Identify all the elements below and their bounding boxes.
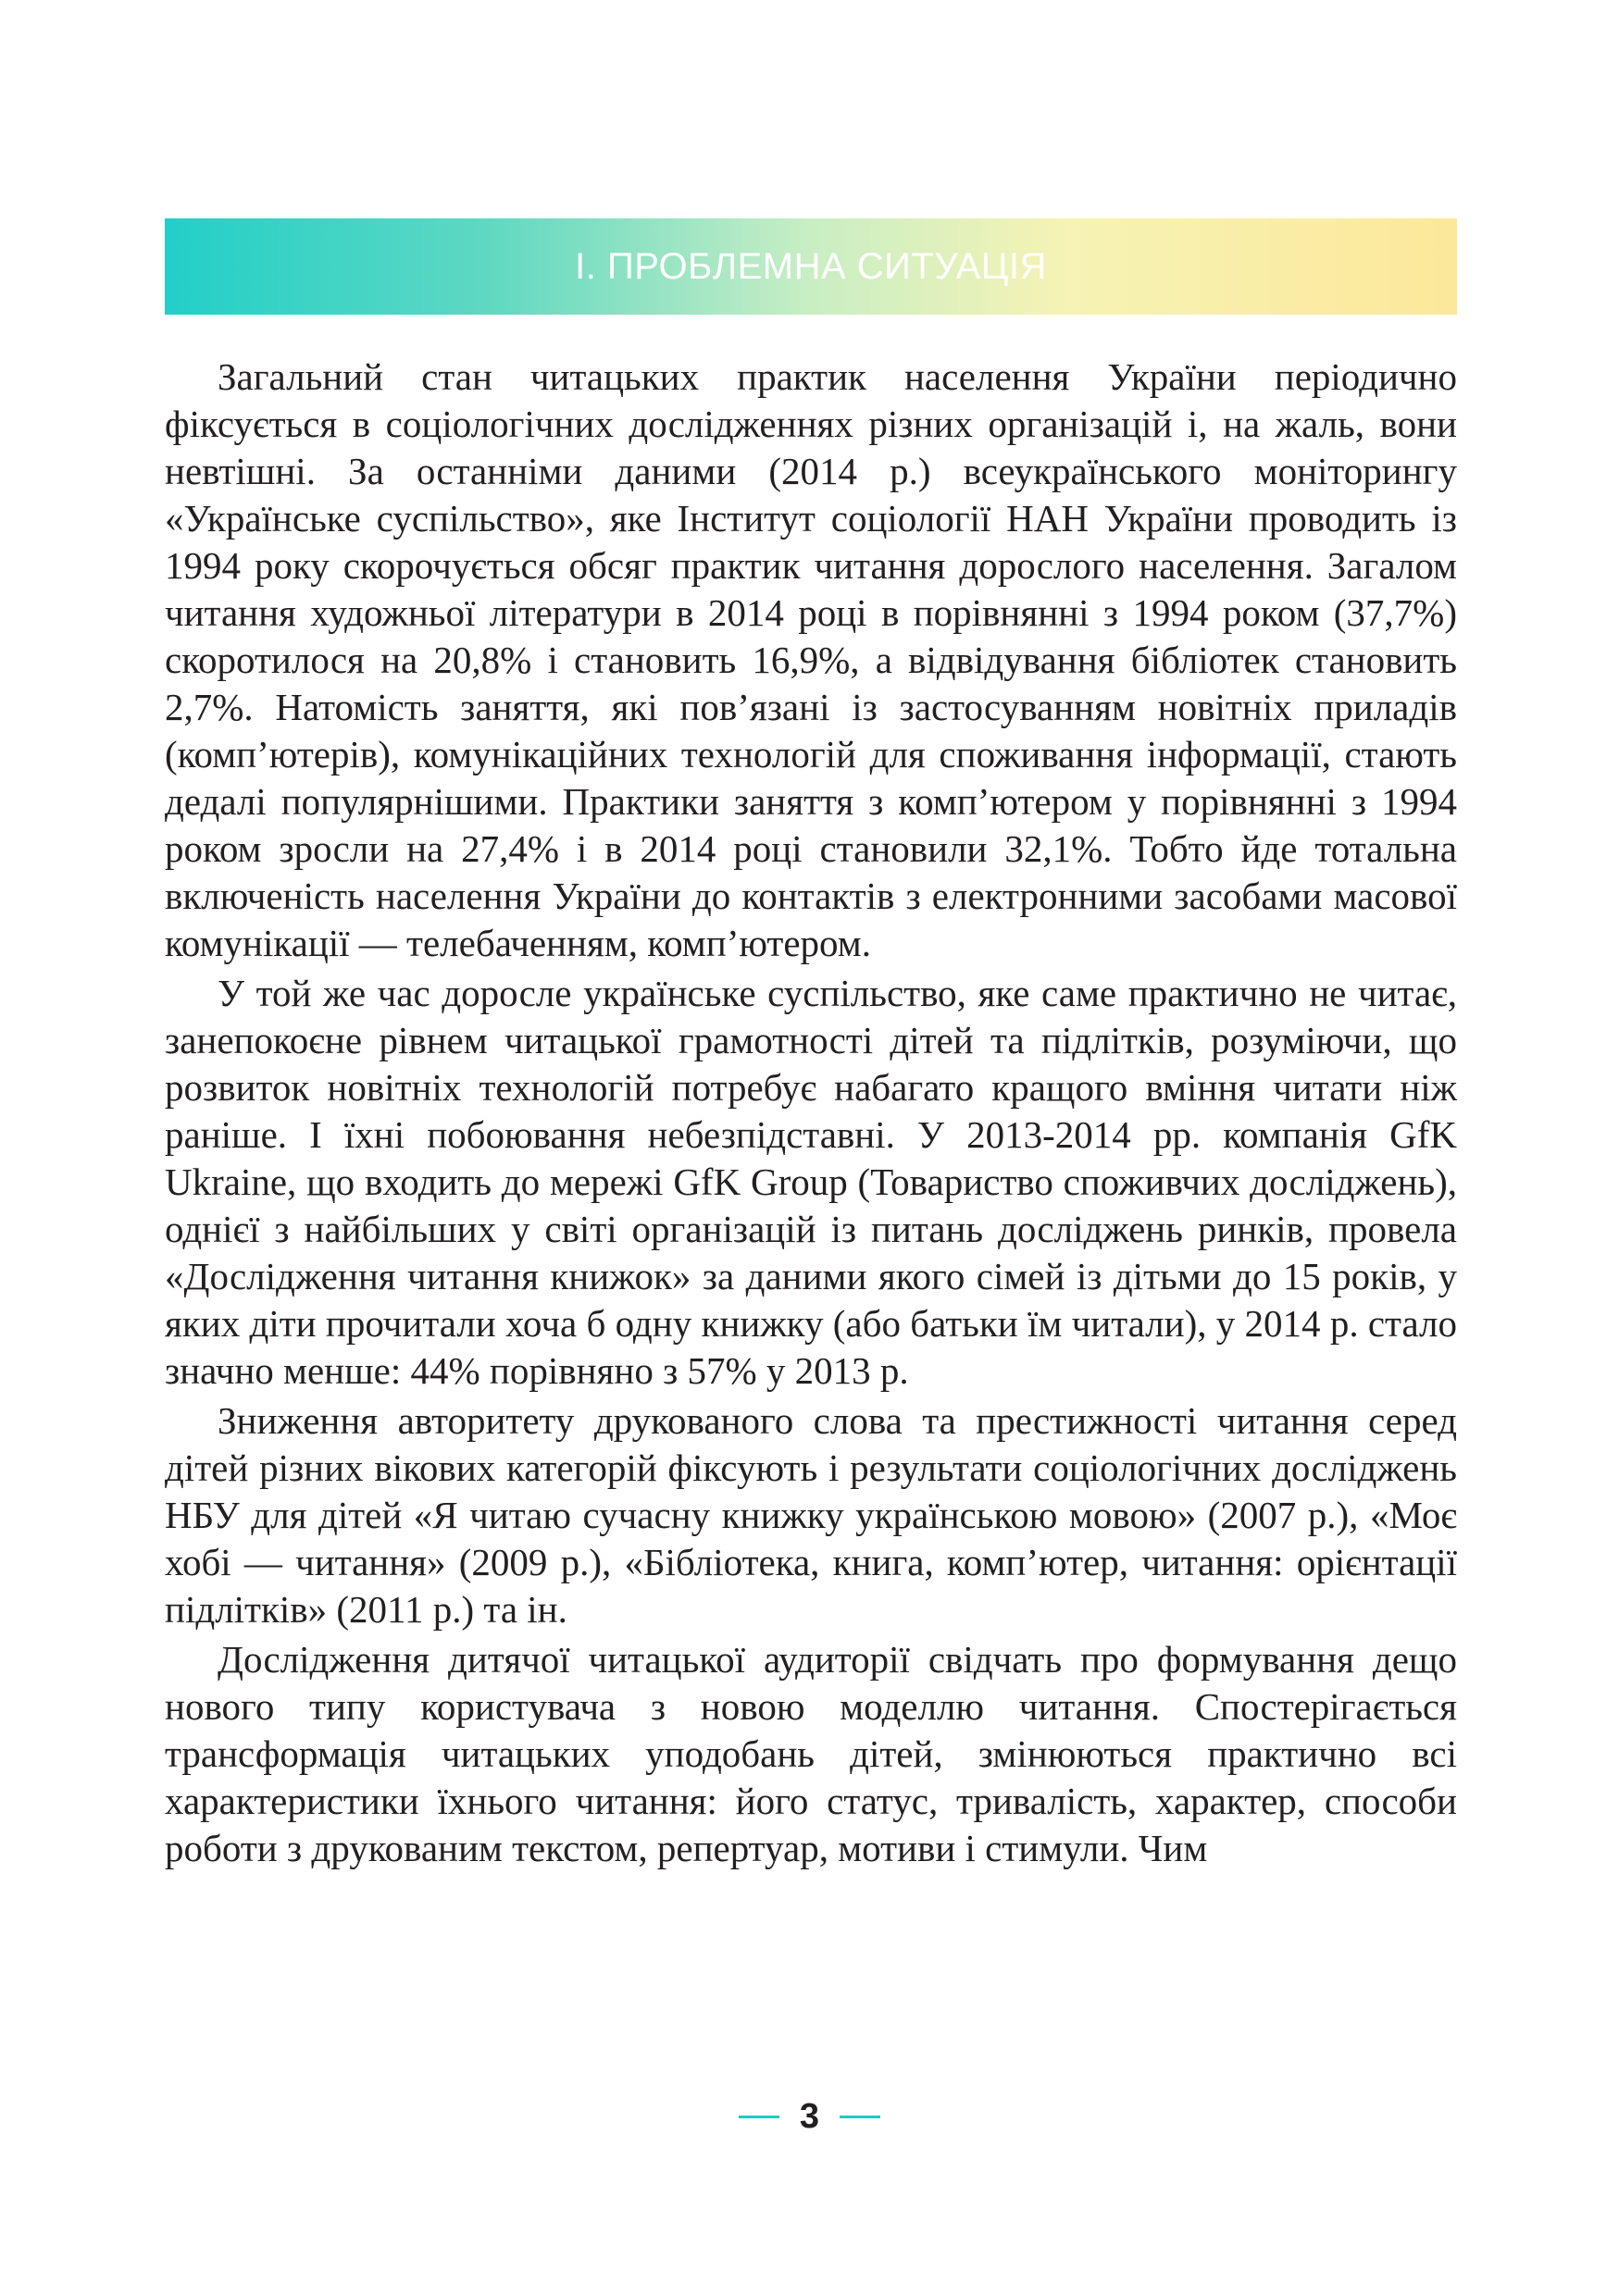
paragraph-1: Загальний стан читацьких практик населення України періодично фіксується в соціологічних дослідженнях різних організацій і, на жаль, вони невтішні. За останніми даними (2014 р.) всеукраїнського моніторингу «Українське суспільство», яке Інститут соціології НАН України проводить із 1994 року скорочується обсяг практик читання дорослого населення. Загалом читання художньої літератури в 2014 році в порівнянні з 1994 роком (37,7%) скоротилося на 20,8% і становить 16,9%, а відвідування бібліотек становить 2,7%. Натомість заняття, які пов’язані із застосуванням новітніх приладів (комп’ютерів), комунікаційних технологій для споживання інформації, стають дедалі популярнішими. Практики заняття з комп’ютером у порівнянні з 1994 роком зросли на 27,4% і в 2014 році становили 32,1%. Тобто йде тотальна включеність населення України до контактів з електронними засобами масової комунікації — телебаченням, комп’ютером. bbox=[165, 355, 1457, 964]
paragraph-4: Дослідження дитячої читацької аудиторії свідчать про формування дещо нового типу користувача з новою моделлю читання. Спостерігається трансформація читацьких уподобань дітей, змінюються практично всі характеристики їхнього читання: його статус, тривалість, характер, способи роботи з друкованим текстом, репертуар, мотиви і стимули. Чим bbox=[165, 1638, 1457, 1869]
section-title: І. ПРОБЛЕМНА СИТУАЦІЯ bbox=[575, 245, 1047, 287]
footer-left-rule bbox=[739, 2116, 779, 2118]
footer-right-rule bbox=[840, 2116, 880, 2118]
paragraph-3: Зниження авторитету друкованого слова та престижності читання серед дітей різних вікових категорій фіксують і результати соціологічних досліджень НБУ для дітей «Я читаю сучасну книжку українською мовою» (2007 р.), «Моє хобі — читання» (2009 р.), «Бібліотека, книга, комп’ютер, читання: орієнтації підлітків» (2011 р.) та ін. bbox=[165, 1399, 1457, 1631]
section-header-banner bbox=[165, 218, 1457, 315]
body-text bbox=[165, 354, 1457, 1875]
paragraph-2: У той же час доросле українське суспільство, яке саме практично не читає, занепокоєне рівнем читацької грамотності дітей та підлітків, розуміючи, що розвиток новітніх технологій потребує набагато кращого вміння читати ніж раніше. І їхні побоювання небезпідставні. У 2013-2014 рр. компанія GfK Ukraine, що входить до мережі GfK Group (Товариство споживчих досліджень), однієї з найбільших у світі організацій із питань досліджень ринків, провела «Дослідження читання книжок» за даними якого сімей із дітьми до 15 років, у яких діти прочитали хоча б одну книжку (або батьки їм читали), у 2014 р. стало значно менше: 44% порівняно з 57% у 2013 р. bbox=[165, 972, 1457, 1392]
page-footer bbox=[0, 2097, 1619, 2137]
page-number: 3 bbox=[799, 2097, 820, 2136]
